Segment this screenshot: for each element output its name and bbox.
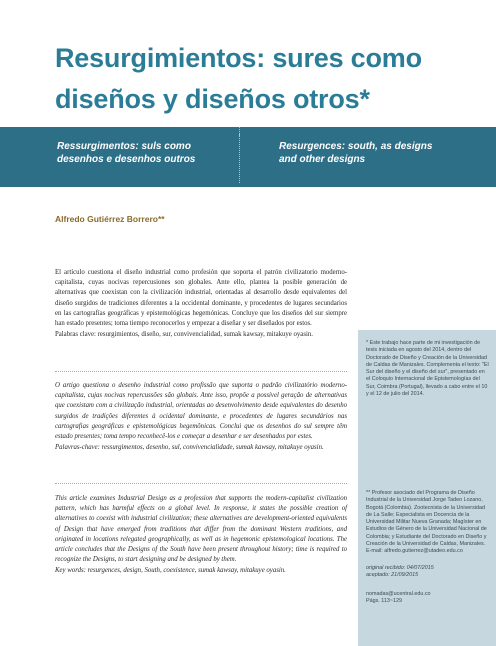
- alternate-titles-band: [0, 127, 496, 187]
- abstract-spanish: [55, 268, 347, 340]
- abstract-spanish-text: El artículo cuestiona el diseño industrial como profesión que soporta el patrón civilizatorio moderno-capitalista, cuyas nocivas repercusiones son globales. Ante ello, plantea la posible generación de alternativas que coexistan con la civilización industrial, orientadas al desarrollo desde equivalentes del diseño surgidos de tradiciones diferentes a la occidental dominante, y procedentes de lugares secundarios en las cartografías geográficas y epistemológicas hegemónicas. Concluye que los diseños del sur siempre han estado presentes; toma tiempo reconocerlos y empezar a diseñar y ser diseñados por estos.: [55, 269, 347, 328]
- portuguese-title: Ressurgimentos: suls como desenhos e desenhos outros: [57, 141, 196, 165]
- keywords-portuguese: Palavras-chave: ressurgimentos, desenho, sul, convivencialidade, sumak kawsay, mitakuye oyasin.: [55, 444, 324, 452]
- section-divider: [55, 371, 347, 372]
- accepted-date: aceptado: 21/09/2015: [366, 572, 419, 579]
- keywords-spanish: Palabras clave: resurgimientos, diseño, sur, convivencialidad, sumak kawsay, mitakuye oyasin.: [55, 331, 313, 339]
- english-title: Resurgences: south, as designs and other designs: [279, 141, 433, 165]
- band-divider: [239, 133, 240, 183]
- abstract-portuguese: [55, 381, 347, 453]
- article-title: Resurgimientos: sures como diseños y diseños otros*: [55, 43, 422, 114]
- received-date: original recibido: 04/07/2015: [366, 565, 434, 571]
- keywords-english: Key words: resurgences, design, South, coexistence, sumak kawsay, mitakuye oyasin.: [55, 567, 286, 575]
- footnote-author-bio: ** Profesor asociado del Programa de Diseño Industrial de la Universidad Jorge Tadeo Lozano, Bogotá (Colombia). Zootecnista de la Universidad de La Salle; Especialista en Docencia de la Universidad Militar Nueva Granada; Magíster en Estudios de Género de la Universidad Nacional de Colombia; y Estudiante del Doctorado en Diseño y Creación de la Universidad de Caldas, Manizales. E-mail: alfredo.gutierrez@utadeo.edu.co: [366, 490, 487, 555]
- author-name: Alfredo Gutiérrez Borrero**: [55, 214, 165, 224]
- page-range: Págs. 113~129: [366, 598, 403, 605]
- section-divider: [55, 483, 347, 484]
- abstract-english-text: This article examines Industrial Design as a profession that supports the modern-capitalist civilization pattern, which has harmful effects on a global level. In response, it states the possible creation of alternatives to coexist with industrial civilization; these alternatives are development-oriented equivalents of Design that have emerged from traditions that differ from the dominant Western traditions, and originated in locations relegated geographically, as well as in hegemonic epistemological locations. The article concludes that the Designs of the South have been present throughout history; time is required to recognize the Designs, to start designing and be designed by them.: [55, 495, 347, 564]
- journal-email: nomadas@ucentral.edu.co: [366, 591, 431, 597]
- submission-dates: [366, 565, 486, 580]
- abstract-portuguese-text: O artigo questiona o desenho industrial como profissão que suporta o padrão civilizatório moderno-capitalista, cujas nocivas repercussões são globais. Ante isso, propõe a possível geração de alternativas que coexistam com a civilização industrial, orientadas ao desenvolvimento desde equivalentes do desenho surgidos de tradições diferentes à ocidental dominante, e procedentes de lugares secundários nas cartografias geográficas e epistemológicas hegemônicas. Conclui que os desenhos do sul sempre têm estado presentes; toma tempo reconhecê-los e começar a desenhar e ser desenhados por estes.: [55, 382, 347, 441]
- journal-contact: [366, 591, 486, 606]
- footnote-research-origin: * Este trabajo hace parte de mi investigación de tesis iniciada en agosto del 2014, dentro del Doctorado de Diseño y Creación de la Universidad de Caldas de Manizales. Complementa el texto: "El Sur del diseño y el diseño del sur", presentado en el Coloquio Internacional de Epistemologías del Sur, Coimbra (Portugal), llevado a cabo entre el 10 y el 12 de julio del 2014.: [366, 340, 489, 398]
- abstract-english: [55, 494, 347, 577]
